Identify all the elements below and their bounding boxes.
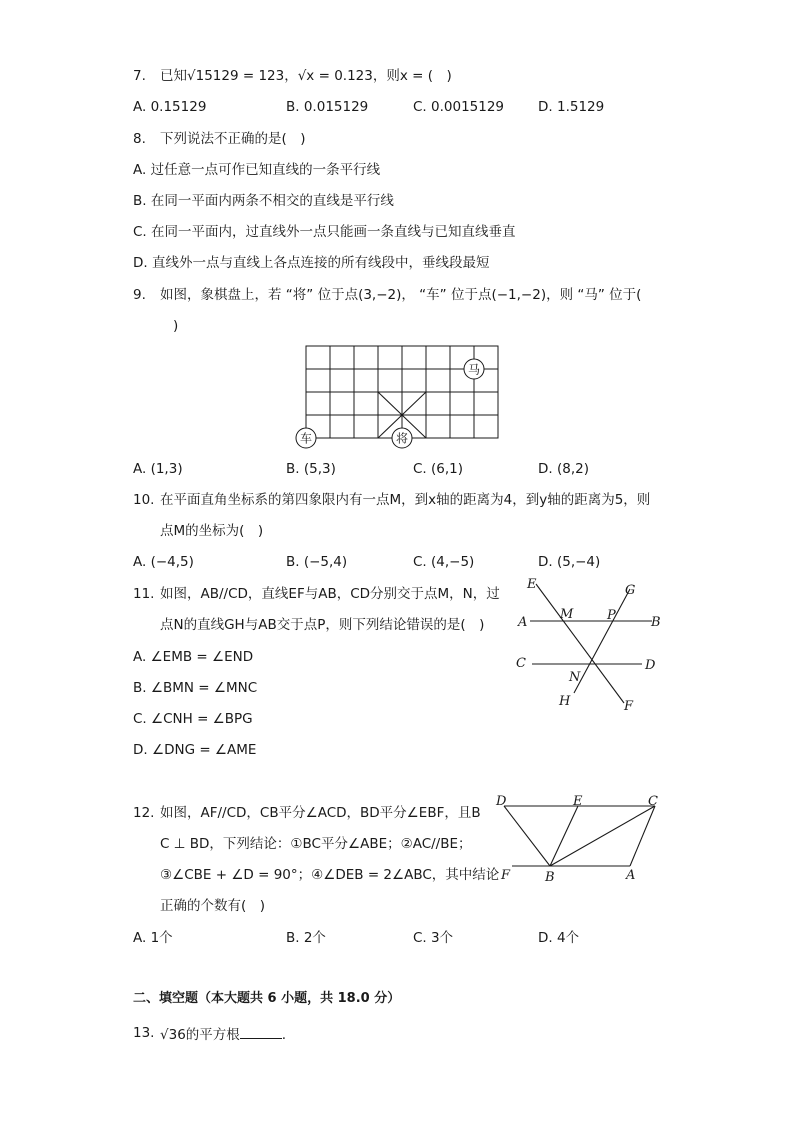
q12-figure	[492, 790, 672, 885]
q8-number: 8.	[133, 131, 146, 147]
q11-option-c: C. ∠CNH = ∠BPG	[133, 711, 253, 727]
q8-option-a: A. 过任意一点可作已知直线的一条平行线	[133, 162, 381, 178]
label-f: F	[501, 868, 511, 883]
q7-option-d: D. 1.5129	[538, 99, 605, 115]
label-m: M	[560, 607, 574, 622]
q13-answer-blank	[240, 1024, 282, 1039]
label-b: B	[545, 870, 555, 885]
label-d: D	[645, 658, 656, 673]
label-f: F	[624, 699, 634, 714]
segment-ca	[630, 806, 655, 866]
q10-option-a: A. (−4,5)	[133, 554, 194, 570]
segment-eb	[550, 806, 578, 866]
label-c: C	[648, 794, 658, 809]
q11-stem-line2: 点N的直线GH与AB交于点P，则下列结论错误的是( )	[160, 617, 485, 633]
q13-stem: √36的平方根	[160, 1027, 240, 1043]
label-a: A	[518, 615, 528, 630]
q12-number: 12.	[133, 805, 155, 821]
q10-stem-line1: 在平面直角坐标系的第四象限内有一点M，到x轴的距离为4，到y轴的距离为5，则	[160, 492, 651, 508]
q11-option-d: D. ∠DNG = ∠AME	[133, 742, 257, 758]
q12-stem-line1: 如图，AF//CD，CB平分∠ACD，BD平分∠EBF，且B	[160, 805, 481, 821]
q10-option-d: D. (5,−4)	[538, 554, 601, 570]
segment-cb	[550, 806, 655, 866]
label-n: N	[569, 670, 581, 685]
q9-option-c: C. (6,1)	[413, 461, 464, 477]
q12-option-d: D. 4个	[538, 930, 580, 946]
q7-number: 7.	[133, 68, 146, 84]
q12-option-b: B. 2个	[286, 930, 326, 946]
segment-db	[504, 806, 550, 866]
q7-option-a: A. 0.15129	[133, 99, 207, 115]
q9-option-d: D. (8,2)	[538, 461, 589, 477]
label-h: H	[559, 694, 571, 709]
che-label: 车	[299, 431, 313, 446]
q11-stem-line1: 如图，AB//CD，直线EF与AB，CD分别交于点M，N，过	[160, 586, 500, 602]
q12-stem-line4: 正确的个数有( )	[160, 898, 266, 914]
label-p: P	[607, 608, 616, 623]
q8-stem: 下列说法不正确的是( )	[160, 131, 306, 147]
q12-option-a: A. 1个	[133, 930, 173, 946]
ma-label: 马	[467, 362, 481, 377]
section-title-fill-in: 二、填空题（本大题共 6 小题，共 18.0 分）	[133, 991, 401, 1006]
q8-option-b: B. 在同一平面内两条不相交的直线是平行线	[133, 193, 394, 209]
chessboard-figure	[292, 340, 507, 452]
q11-number: 11.	[133, 586, 155, 602]
q13-end: .	[281, 1027, 287, 1043]
q12-stem-line2: C ⊥ BD，下列结论：①BC平分∠ABE；②AC//BE；	[160, 836, 472, 852]
jiang-label: 将	[395, 431, 409, 446]
q10-option-b: B. (−5,4)	[286, 554, 348, 570]
q8-option-c: C. 在同一平面内，过直线外一点只能画一条直线与已知直线垂直	[133, 224, 516, 240]
label-d: D	[496, 794, 507, 809]
q12-option-c: C. 3个	[413, 930, 454, 946]
q12-stem-line3: ③∠CBE + ∠D = 90°；④∠DEB = 2∠ABC，其中结论	[160, 867, 500, 883]
line-gh	[574, 589, 630, 693]
q13-line	[160, 1024, 286, 1044]
q13-number: 13.	[133, 1025, 155, 1041]
label-b: B	[651, 615, 661, 630]
q10-number: 10.	[133, 492, 155, 508]
q7-option-c: C. 0.0015129	[413, 99, 505, 115]
label-a: A	[626, 868, 636, 883]
q9-option-b: B. (5,3)	[286, 461, 336, 477]
q11-option-b: B. ∠BMN = ∠MNC	[133, 680, 258, 696]
q9-option-a: A. (1,3)	[133, 461, 183, 477]
q9-number: 9.	[133, 287, 146, 303]
label-e: E	[573, 794, 583, 809]
q10-option-c: C. (4,−5)	[413, 554, 475, 570]
q11-figure	[510, 575, 670, 715]
line-ef	[536, 584, 624, 703]
label-c: C	[516, 656, 526, 671]
q9-stem-line2: )	[173, 318, 179, 334]
q7-option-b: B. 0.015129	[286, 99, 369, 115]
label-g: G	[625, 583, 636, 598]
q8-option-d: D. 直线外一点与直线上各点连接的所有线段中，垂线段最短	[133, 255, 490, 271]
q11-option-a: A. ∠EMB = ∠END	[133, 649, 254, 665]
q10-stem-line2: 点M的坐标为( )	[160, 523, 264, 539]
q7-stem: 已知√15129 = 123，√x = 0.123，则x = ( )	[160, 68, 452, 84]
q9-stem-line1: 如图，象棋盘上，若 “将” 位于点(3,−2)， “车” 位于点(−1,−2)，则 “马” 位于(	[160, 287, 642, 303]
label-e: E	[527, 577, 537, 592]
